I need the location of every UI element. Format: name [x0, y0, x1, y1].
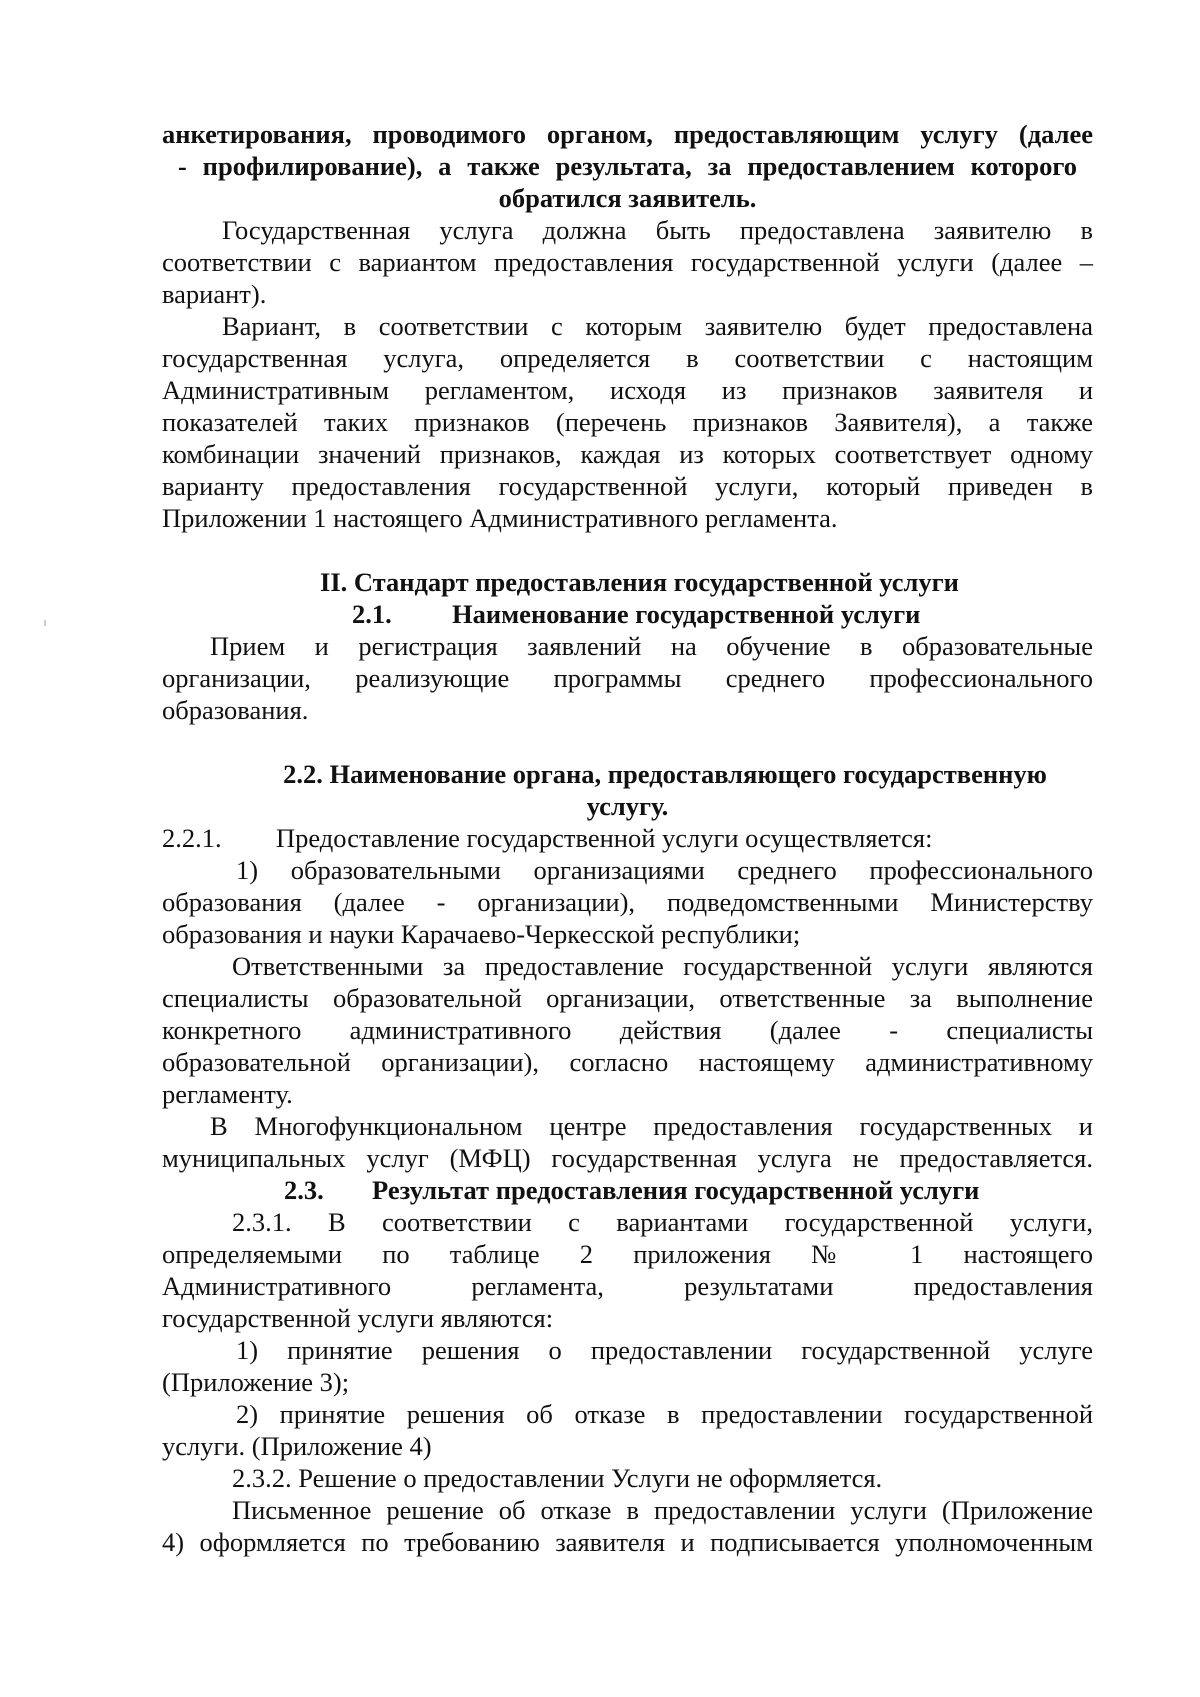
- para2-line-5: комбинации значений признаков, каждая из которых соответствует одному: [162, 439, 1093, 469]
- section-2-3-title: Результат предоставления государственной услуги: [372, 1175, 980, 1205]
- s221-mfc-line-2: муниципальных услуг (МФЦ) государственная услуга не предоставляется.: [162, 1143, 1093, 1173]
- s221-mfc-line-1: В Многофункциональном центре предоставления государственных и: [210, 1111, 1093, 1141]
- section-2-1-title: Наименование государственной услуги: [452, 599, 921, 629]
- s231-item1-line-1: 1) принятие решения о предоставлении государственной услуге: [236, 1335, 1093, 1365]
- s221-item1-line-1: 1) образовательными организациями среднего профессионального: [236, 855, 1093, 885]
- para2-line-4: показателей таких признаков (перечень признаков Заявителя), а также: [162, 407, 1093, 437]
- intro-heading-line-1: анкетирования, проводимого органом, предоставляющим услугу (далее: [162, 119, 1093, 149]
- s21-text-line-2: организации, реализующие программы среднего профессионального: [162, 663, 1093, 693]
- s21-text-line-1: Прием и регистрация заявлений на обучение в образовательные: [210, 631, 1093, 661]
- section-2-title: II. Стандарт предоставления государственной услуги: [320, 567, 959, 597]
- s221-item1-line-2: образования (далее - организации), подведомственными Министерству: [162, 887, 1093, 917]
- s221-item1-line-3: образования и науки Карачаево-Черкесской республики;: [162, 919, 801, 949]
- para1-line-2: соответствии с вариантом предоставления государственной услуги (далее –: [162, 247, 1093, 277]
- s231-line-3: Административного регламента, результатами предоставления: [162, 1271, 1093, 1301]
- section-2-2-1-text: Предоставление государственной услуги осуществляется:: [276, 823, 933, 853]
- para2-line-7: Приложении 1 настоящего Административного регламента.: [162, 503, 838, 533]
- s231-item2-line-1: 2) принятие решения об отказе в предоставлении государственной: [236, 1399, 1093, 1429]
- s221-para-line-1: Ответственными за предоставление государственной услуги являются: [232, 951, 1093, 981]
- s231-line-2: определяемыми по таблице 2 приложения № 1 настоящего: [162, 1239, 1093, 1269]
- section-2-3-number: 2.3.: [284, 1175, 324, 1205]
- s232-line: 2.3.2. Решение о предоставлении Услуги не оформляется.: [232, 1463, 883, 1493]
- s221-para-line-4: образовательной организации), согласно настоящему административному: [162, 1047, 1093, 1077]
- para2-line-3: Административным регламентом, исходя из признаков заявителя и: [162, 375, 1093, 405]
- s221-para-line-5: регламенту.: [162, 1079, 293, 1109]
- para2-line-1: Вариант, в соответствии с которым заявителю будет предоставлена: [222, 311, 1093, 341]
- s232-para-line-1: Письменное решение об отказе в предоставлении услуги (Приложение: [232, 1495, 1093, 1525]
- para1-line-3: вариант).: [162, 279, 267, 309]
- para1-line-1: Государственная услуга должна быть предоставлена заявителю в: [222, 215, 1093, 245]
- section-2-2-title-line-2: услугу.: [586, 791, 669, 821]
- section-2-2-1-number: 2.2.1.: [162, 823, 222, 853]
- s231-item2-line-2: услуги. (Приложение 4): [162, 1431, 432, 1461]
- scan-speck: [44, 620, 46, 626]
- s221-para-line-3: конкретного административного действия (далее - специалисты: [162, 1015, 1093, 1045]
- section-2-1-number: 2.1.: [352, 599, 392, 629]
- s231-line-1: 2.3.1. В соответствии с вариантами государственной услуги,: [232, 1207, 1093, 1237]
- intro-heading-line-2: - профилирование), а также результата, за предоставлением которого: [178, 151, 1077, 181]
- s232-para-line-2: 4) оформляется по требованию заявителя и подписывается уполномоченным: [162, 1527, 1093, 1557]
- intro-heading-line-3: обратился заявитель.: [498, 183, 757, 213]
- s231-item1-line-2: (Приложение 3);: [162, 1367, 350, 1397]
- para2-line-6: варианту предоставления государственной услуги, который приведен в: [162, 471, 1093, 501]
- s221-para-line-2: специалисты образовательной организации, ответственные за выполнение: [162, 983, 1093, 1013]
- s21-text-line-3: образования.: [162, 695, 309, 725]
- para2-line-2: государственная услуга, определяется в соответствии с настоящим: [162, 343, 1093, 373]
- s231-line-4: государственной услуги являются:: [162, 1303, 554, 1333]
- section-2-2-title-line-1: 2.2. Наименование органа, предоставляющего государственную: [283, 759, 1047, 789]
